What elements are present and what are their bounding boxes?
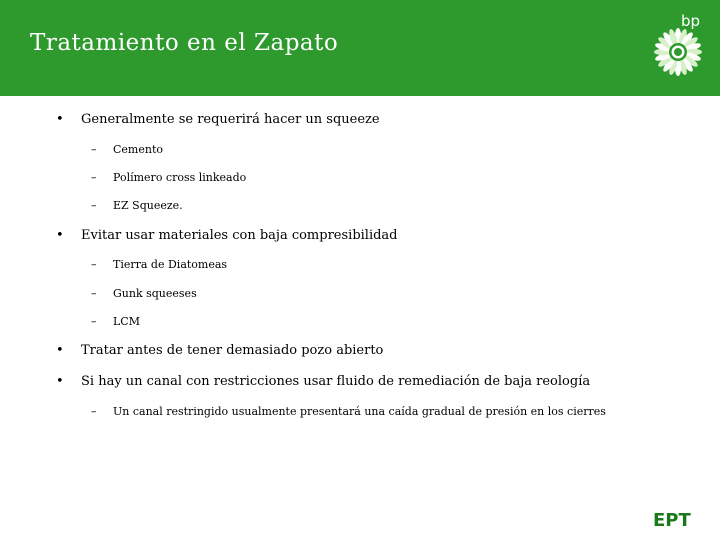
- bullet-text: Si hay un canal con restricciones usar fluido de remediación de baja reología: [81, 374, 591, 389]
- bullet-text: Generalmente se requerirá hacer un squeeze: [81, 112, 380, 127]
- sub-bullet-text: Tierra de Diatomeas: [113, 258, 228, 271]
- bullet-marker: •: [56, 228, 64, 243]
- sub-bullet-text: LCM: [113, 315, 140, 328]
- slide-title: Tratamiento en el Zapato: [30, 30, 339, 56]
- sub-bullet-marker: –: [91, 405, 97, 418]
- sub-bullet-text: Cemento: [113, 143, 163, 156]
- sub-bullet-marker: –: [91, 199, 97, 212]
- sub-bullet-text: Polímero cross linkeado: [113, 171, 247, 184]
- bp-logo-text: bp: [681, 12, 701, 30]
- ept-logo-icon: [652, 509, 700, 529]
- bullet-text: Evitar usar materiales con baja compresibilidad: [81, 228, 398, 243]
- bullet-marker: •: [56, 343, 64, 358]
- ept-logo-text: EPT: [653, 510, 691, 529]
- sub-bullet-text: Gunk squeeses: [113, 287, 197, 300]
- sub-bullet-text: EZ Squeeze.: [113, 199, 183, 212]
- sub-bullet-text: Un canal restringido usualmente presentará una caída gradual de presión en los cierres: [113, 405, 606, 418]
- bullet-marker: •: [56, 374, 64, 389]
- sub-bullet-marker: –: [91, 171, 97, 184]
- bullet-marker: •: [56, 112, 64, 127]
- sub-bullet-marker: –: [91, 315, 97, 328]
- sub-bullet-marker: –: [91, 287, 97, 300]
- sub-bullet-marker: –: [91, 258, 97, 271]
- bullet-text: Tratar antes de tener demasiado pozo abierto: [81, 343, 384, 358]
- sub-bullet-marker: –: [91, 143, 97, 156]
